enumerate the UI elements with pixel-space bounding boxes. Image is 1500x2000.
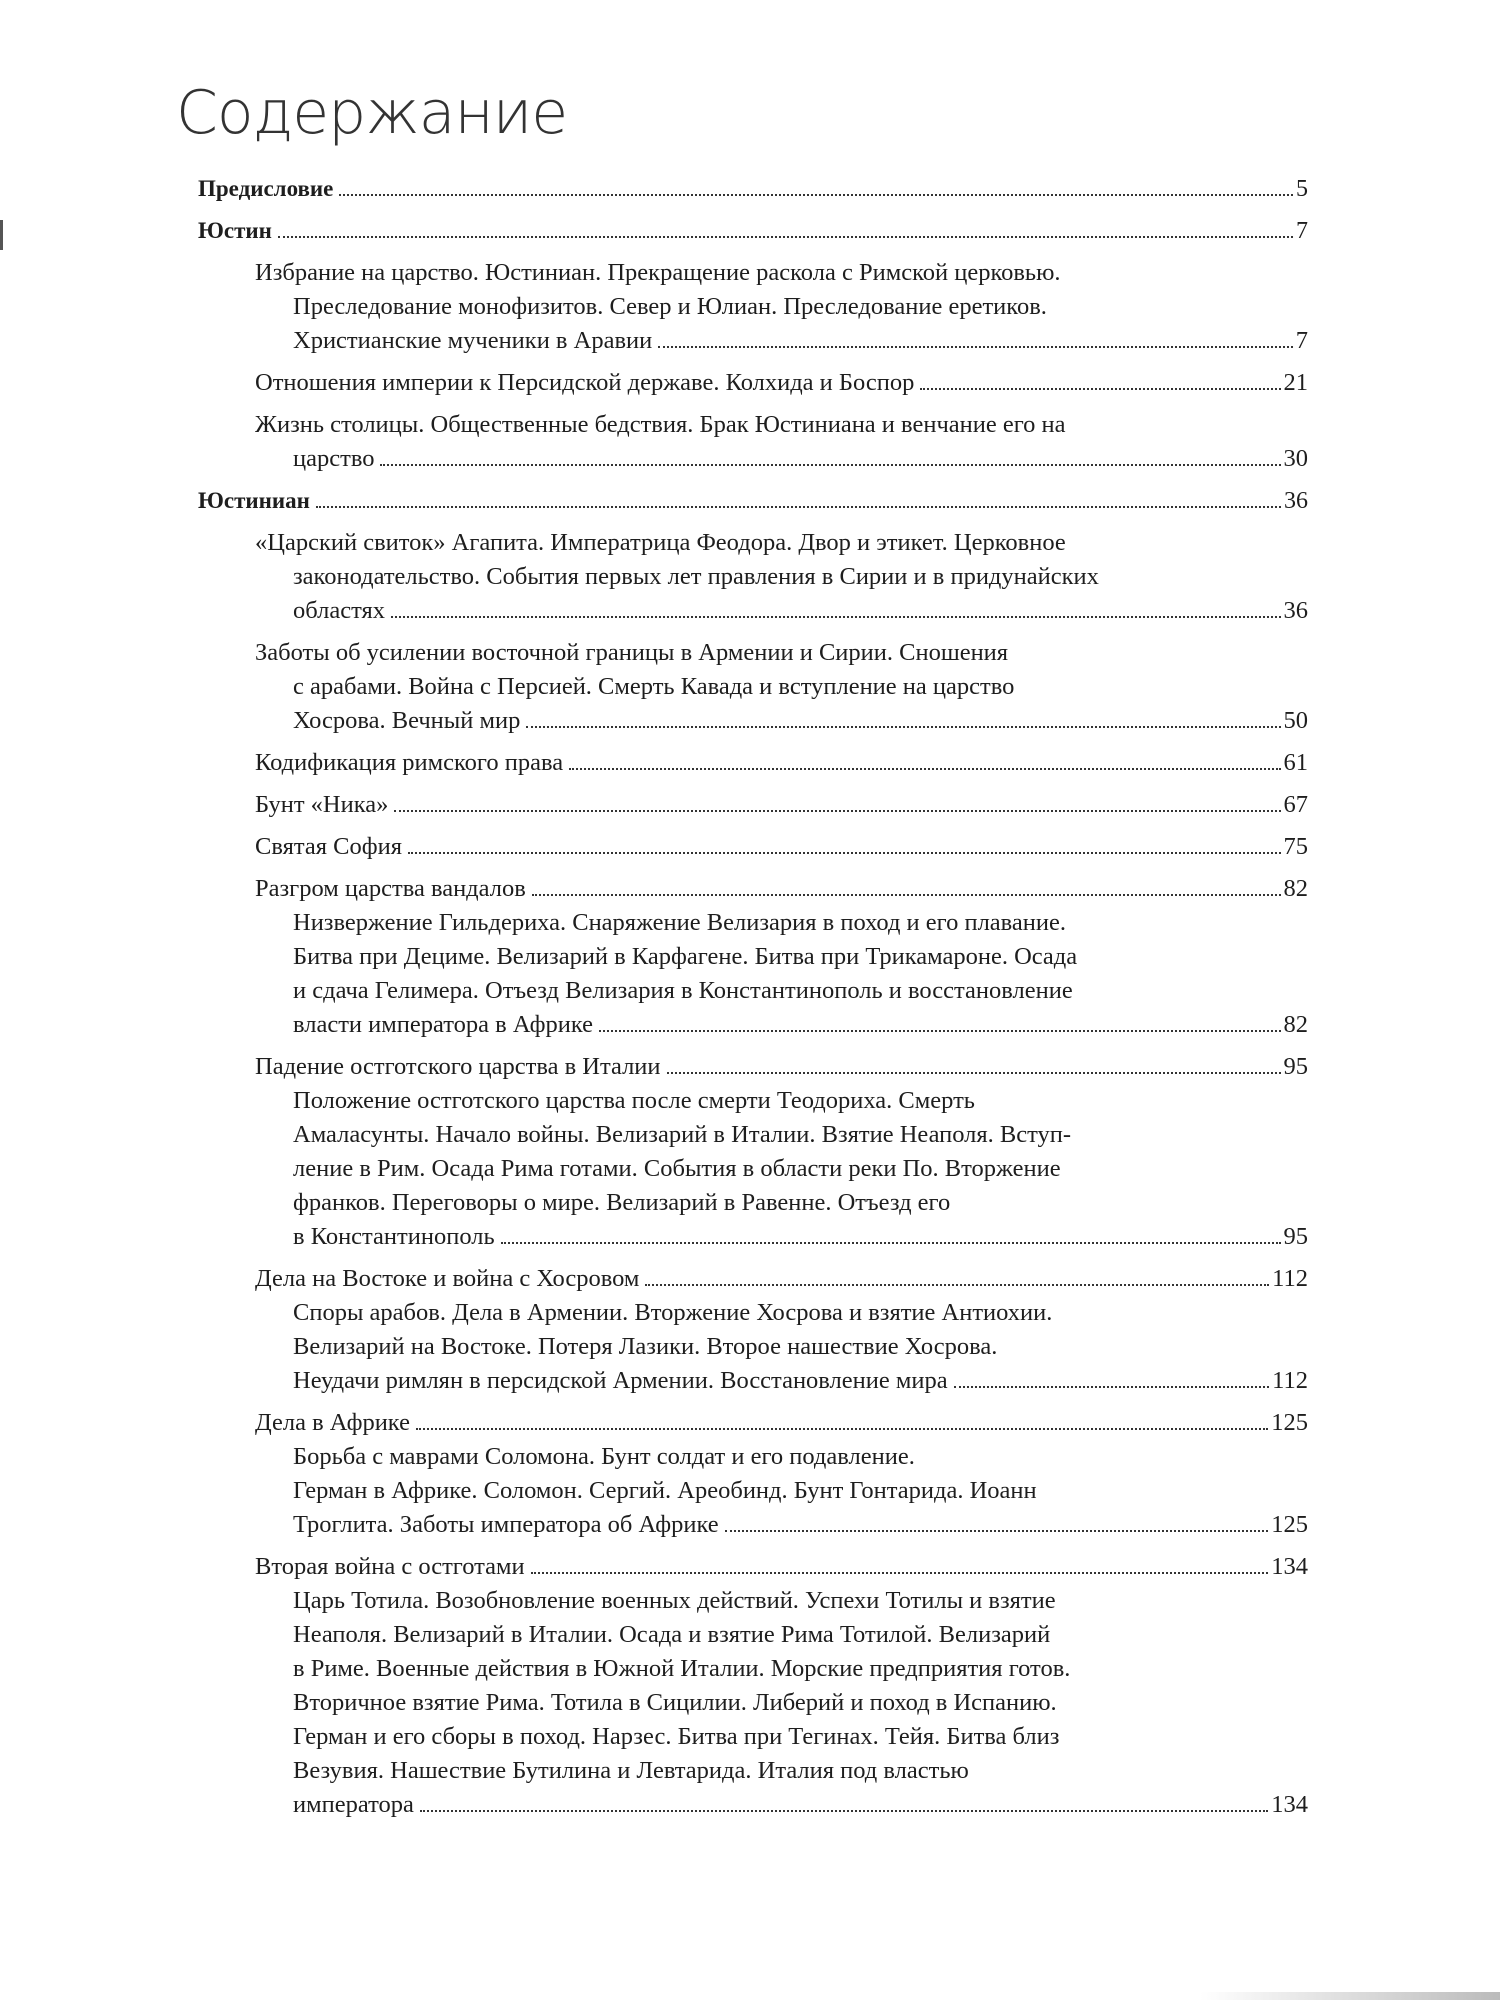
toc-line [198, 670, 1308, 704]
toc-section-summary [198, 1584, 1308, 1822]
dot-leader [645, 1283, 1269, 1286]
dot-leader [599, 1029, 1281, 1032]
toc-line-text: Дела в Африке [255, 1409, 410, 1436]
toc-line-text: Споры арабов. Дела в Армении. Вторжение Хосрова и взятие Антиохии. [293, 1299, 1053, 1326]
toc-line-text: областях [293, 597, 385, 624]
toc-line [198, 1474, 1308, 1508]
toc-line [198, 172, 1308, 206]
toc-line [198, 1618, 1308, 1652]
toc-section [198, 788, 1308, 822]
toc-section [198, 636, 1308, 738]
toc-line [198, 830, 1308, 864]
toc-line [198, 1686, 1308, 1720]
toc-section-summary [198, 1296, 1308, 1398]
toc-line [198, 1186, 1308, 1220]
dot-leader [920, 387, 1280, 390]
toc-line-text: царство [293, 445, 375, 472]
toc-line [198, 1262, 1308, 1296]
toc-line [198, 872, 1308, 906]
toc-line-text: Юстин [198, 218, 272, 243]
toc-section [198, 1262, 1308, 1296]
toc-section-summary [198, 1084, 1308, 1254]
toc-line-text: Битва при Дециме. Велизарий в Карфагене. Битва при Трикамароне. Осада [293, 943, 1078, 970]
toc-section-summary [198, 906, 1308, 1042]
toc-line [198, 1330, 1308, 1364]
dot-leader [569, 767, 1280, 770]
toc-line-text: Избрание на царство. Юстиниан. Прекращение раскола с Римской церковью. [255, 259, 1061, 286]
page-number: 95 [1283, 1053, 1308, 1080]
toc-line [198, 1008, 1308, 1042]
page-number: 7 [1296, 218, 1308, 244]
toc-line-text: Положение остготского царства после смерти Теодориха. Смерть [293, 1087, 975, 1114]
toc-line [198, 1584, 1308, 1618]
toc-line-text: Святая София [255, 833, 402, 860]
toc-line [198, 526, 1308, 560]
toc-line-text: Неаполя. Велизарий в Италии. Осада и взятие Рима Тотилой. Велизарий [293, 1621, 1051, 1648]
toc-line [198, 1788, 1308, 1822]
toc-section [198, 746, 1308, 780]
toc-section [198, 1406, 1308, 1440]
toc-line [198, 974, 1308, 1008]
toc-line [198, 746, 1308, 780]
dot-leader [725, 1529, 1269, 1532]
toc-line [198, 1720, 1308, 1754]
toc-line [198, 636, 1308, 670]
dot-leader [531, 1571, 1269, 1574]
toc-line-text: в Риме. Военные действия в Южной Италии. Морские предприятия готов. [293, 1655, 1071, 1682]
dot-leader [391, 615, 1281, 618]
toc-chapter [198, 484, 1308, 518]
toc-line [198, 1440, 1308, 1474]
page-number: 95 [1283, 1223, 1308, 1250]
toc-line-text: Дела на Востоке и война с Хосровом [255, 1265, 640, 1292]
page-number: 61 [1283, 749, 1308, 776]
toc-line [198, 408, 1308, 442]
toc-line-text: Предисловие [198, 176, 334, 201]
toc-line [198, 1508, 1308, 1542]
toc-line [198, 442, 1308, 476]
page-number: 75 [1283, 833, 1308, 860]
toc-line [198, 256, 1308, 290]
dot-leader [501, 1241, 1281, 1244]
toc-line-text: Христианские мученики в Аравии [293, 327, 653, 354]
toc-line-text: Троглита. Заботы императора об Африке [293, 1511, 719, 1538]
toc-line-text: ление в Рим. Осада Рима готами. События в области реки По. Вторжение [293, 1155, 1061, 1182]
page-number: 30 [1283, 445, 1308, 472]
page-number: 112 [1272, 1367, 1308, 1394]
dot-leader [339, 193, 1293, 196]
toc-line-text: Герман в Африке. Соломон. Сергий. Ареобинд. Бунт Гонтарида. Иоанн [293, 1477, 1037, 1504]
toc-line-text: Юстиниан [198, 488, 310, 513]
dot-leader [667, 1071, 1281, 1074]
toc-line-text: Неудачи римлян в персидской Армении. Восстановление мира [293, 1367, 948, 1394]
toc-line [198, 594, 1308, 628]
toc-line [198, 214, 1308, 248]
dot-leader [394, 809, 1280, 812]
page-number: 82 [1283, 875, 1308, 902]
toc-line [198, 324, 1308, 358]
toc-section [198, 872, 1308, 906]
page-number: 125 [1271, 1511, 1308, 1538]
dot-leader [954, 1385, 1270, 1388]
toc-section [198, 1550, 1308, 1584]
toc-line-text: франков. Переговоры о мире. Велизарий в Равенне. Отъезд его [293, 1189, 951, 1216]
toc-line [198, 788, 1308, 822]
toc-line [198, 1118, 1308, 1152]
dot-leader [416, 1427, 1268, 1430]
page-number: 125 [1271, 1409, 1308, 1436]
toc-section [198, 830, 1308, 864]
toc-section [198, 1050, 1308, 1084]
page-number: 67 [1283, 791, 1308, 818]
toc-section [198, 408, 1308, 476]
toc-line [198, 1406, 1308, 1440]
toc-line-text: Бунт «Ника» [255, 791, 389, 818]
toc-line-text: Заботы об усилении восточной границы в Армении и Сирии. Сношения [255, 639, 1009, 666]
toc-line-text: и сдача Гелимера. Отъезд Велизария в Константинополь и восстановление [293, 977, 1073, 1004]
dot-leader [316, 505, 1281, 508]
toc-line [198, 366, 1308, 400]
page-number: 7 [1295, 327, 1308, 354]
toc-chapter [198, 172, 1308, 206]
dot-leader [408, 851, 1281, 854]
dot-leader [380, 463, 1280, 466]
table-of-contents [198, 172, 1308, 1830]
toc-line-text: Падение остготского царства в Италии [255, 1053, 661, 1080]
toc-line [198, 484, 1308, 518]
toc-line-text: законодательство. События первых лет правления в Сирии и в придунайских [293, 563, 1099, 590]
toc-line [198, 940, 1308, 974]
toc-line-text: императора [293, 1791, 414, 1818]
toc-line [198, 1296, 1308, 1330]
toc-section [198, 526, 1308, 628]
toc-line-text: с арабами. Война с Персией. Смерть Кавада и вступление на царство [293, 673, 1015, 700]
page-number: 82 [1283, 1011, 1308, 1038]
toc-line [198, 290, 1308, 324]
toc-line [198, 560, 1308, 594]
toc-line [198, 1220, 1308, 1254]
toc-line [198, 704, 1308, 738]
toc-line-text: «Царский свиток» Агапита. Императрица Феодора. Двор и этикет. Церковное [255, 529, 1066, 556]
scan-edge-shadow [1200, 1992, 1500, 2000]
toc-line [198, 1084, 1308, 1118]
toc-line-text: Велизарий на Востоке. Потеря Лазики. Второе нашествие Хосрова. [293, 1333, 998, 1360]
toc-line-text: Отношения империи к Персидской державе. Колхида и Боспор [255, 369, 915, 396]
toc-line-text: Вторая война с остготами [255, 1553, 525, 1580]
toc-line-text: Низвержение Гильдериха. Снаряжение Велизария в поход и его плавание. [293, 909, 1067, 936]
toc-chapter [198, 214, 1308, 248]
toc-line-text: Кодификация римского права [255, 749, 564, 776]
page-number: 36 [1283, 597, 1308, 624]
dot-leader [420, 1809, 1268, 1812]
page-title: Содержание [176, 78, 568, 149]
toc-line [198, 1652, 1308, 1686]
toc-line-text: в Константинополь [293, 1223, 495, 1250]
toc-section-summary [198, 1440, 1308, 1542]
toc-line [198, 1754, 1308, 1788]
toc-line-text: Жизнь столицы. Общественные бедствия. Брак Юстиниана и венчание его на [255, 411, 1066, 438]
toc-line [198, 1050, 1308, 1084]
toc-line-text: Преследование монофизитов. Север и Юлиан. Преследование еретиков. [293, 293, 1047, 320]
page-number: 5 [1296, 176, 1308, 202]
toc-line-text: Разгром царства вандалов [255, 875, 526, 902]
page-number: 134 [1271, 1553, 1308, 1580]
dot-leader [532, 893, 1281, 896]
dot-leader [658, 345, 1293, 348]
dot-leader [278, 235, 1293, 238]
scan-edge-mark [0, 220, 3, 250]
toc-line [198, 906, 1308, 940]
toc-section [198, 256, 1308, 358]
toc-line-text: Хосрова. Вечный мир [293, 707, 521, 734]
page-number: 50 [1283, 707, 1308, 734]
toc-line-text: Борьба с маврами Соломона. Бунт солдат и его подавление. [293, 1443, 915, 1470]
toc-line [198, 1364, 1308, 1398]
toc-line-text: Вторичное взятие Рима. Тотила в Сицилии. Либерий и поход в Испанию. [293, 1689, 1057, 1716]
page-number: 36 [1284, 488, 1308, 514]
page-number: 112 [1272, 1265, 1308, 1292]
toc-line-text: власти императора в Африке [293, 1011, 593, 1038]
toc-line [198, 1152, 1308, 1186]
toc-line-text: Царь Тотила. Возобновление военных действий. Успехи Тотилы и взятие [293, 1587, 1056, 1614]
toc-section [198, 366, 1308, 400]
page-number: 134 [1271, 1791, 1308, 1818]
toc-line-text: Герман и его сборы в поход. Нарзес. Битва при Тегинах. Тейя. Битва близ [293, 1723, 1060, 1750]
toc-line [198, 1550, 1308, 1584]
toc-line-text: Везувия. Нашествие Бутилина и Левтарида. Италия под властью [293, 1757, 969, 1784]
dot-leader [526, 725, 1280, 728]
toc-line-text: Амаласунты. Начало войны. Велизарий в Италии. Взятие Неаполя. Вступ- [293, 1121, 1072, 1148]
page-number: 21 [1283, 369, 1308, 396]
